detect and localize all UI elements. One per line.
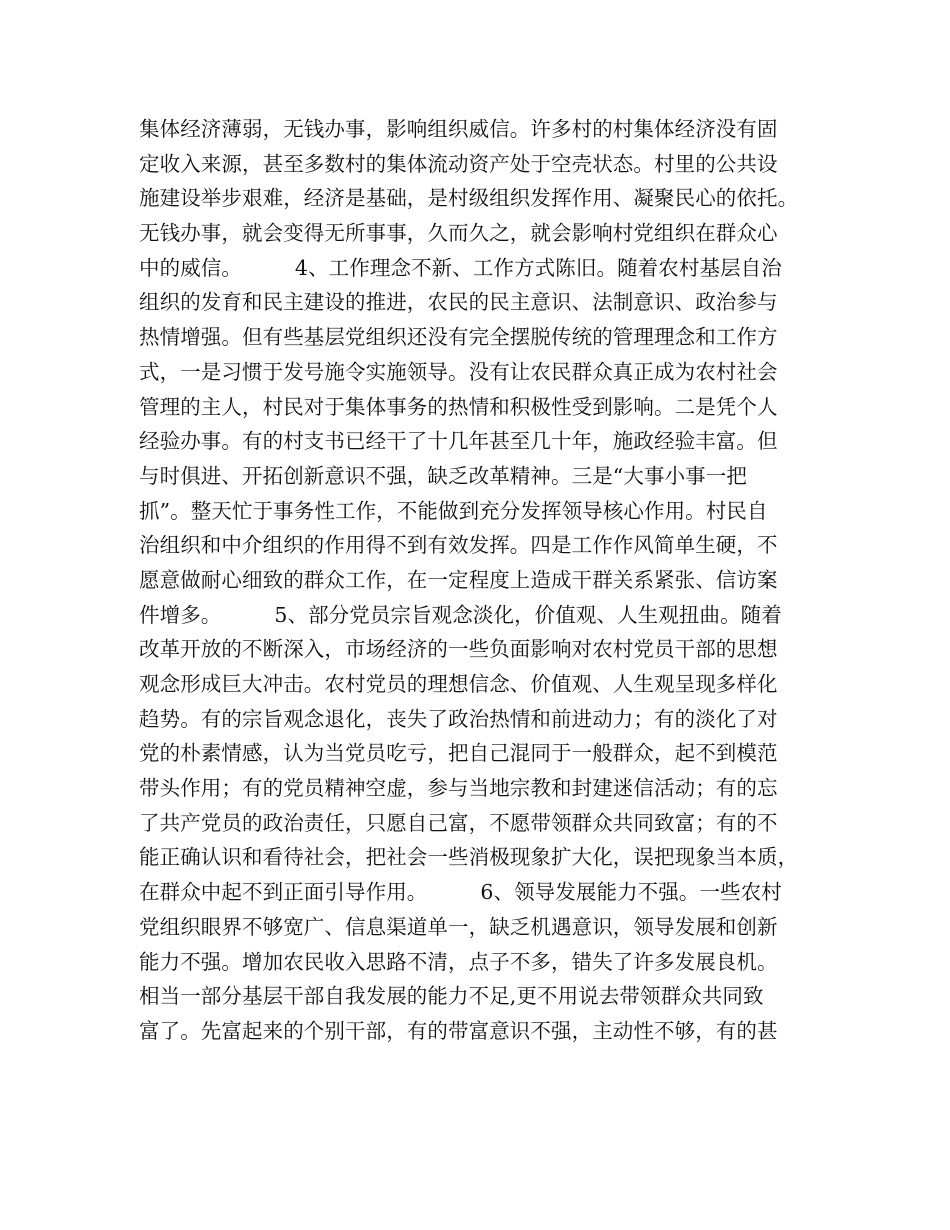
text-line: 趋势。有的宗旨观念退化，丧失了政治热情和前进动力；有的淡化了对 xyxy=(139,706,778,731)
text-line: 带头作用；有的党员精神空虚，参与当地宗教和封建迷信活动；有的忘 xyxy=(139,776,778,801)
text-line: 抓”。整天忙于事务性工作，不能做到充分发挥领导核心作用。村民自 xyxy=(139,498,768,523)
text-line: 在群众中起不到正面引导作用。 6、领导发展能力不强。一些农村 xyxy=(139,880,782,905)
text-line: 式，一是习惯于发号施令实施领导。没有让农民群众真正成为农村社会 xyxy=(139,359,778,384)
text-line: 治组织和中介组织的作用得不到有效发挥。四是工作作风简单生硬，不 xyxy=(139,533,778,558)
text-line: 相当一部分基层干部自我发展的能力不足,更不用说去带领群众共同致 xyxy=(139,984,764,1009)
text-line: 经验办事。有的村支书已经干了十几年甚至几十年，施政经验丰富。但 xyxy=(139,429,778,454)
text-line: 管理的主人，村民对于集体事务的热情和积极性受到影响。二是凭个人 xyxy=(139,394,778,419)
text-line: 中的威信。 4、工作理念不新、工作方式陈旧。随着农村基层自治 xyxy=(139,255,782,280)
text-line: 愿意做耐心细致的群众工作，在一定程度上造成干群关系紧张、信访案 xyxy=(139,567,778,592)
text-line: 热情增强。但有些基层党组织还没有完全摆脱传统的管理理念和工作方 xyxy=(139,325,778,350)
text-line: 集体经济薄弱，无钱办事，影响组织威信。许多村的村集体经济没有固 xyxy=(139,117,778,141)
text-line: 观念形成巨大冲击。农村党员的理想信念、价值观、人生观呈现多样化 xyxy=(139,672,778,696)
text-line: 党组织眼界不够宽广、信息渠道单一，缺乏机遇意识，领导发展和创新 xyxy=(139,914,778,939)
text-line: 了共产党员的政治责任，只愿自己富，不愿带领群众共同致富；有的不 xyxy=(139,810,778,835)
text-line: 定收入来源，甚至多数村的集体流动资产处于空壳状态。村里的公共设 xyxy=(139,151,778,176)
text-line: 无钱办事，就会变得无所事事，久而久之，就会影响村党组织在群众心 xyxy=(139,221,778,246)
body-text xyxy=(139,112,839,1049)
text-line: 改革开放的不断深入，市场经济的一些负面影响对农村党员干部的思想 xyxy=(139,637,778,662)
text-line: 与时俱进、开拓创新意识不强，缺乏改革精神。三是“大事小事一把 xyxy=(139,463,747,488)
text-line: 党的朴素情感，认为当党员吃亏，把自己混同于一般群众，起不到模范 xyxy=(139,741,778,766)
text-line: 能力不强。增加农民收入思路不清，点子不多，错失了许多发展良机。 xyxy=(139,949,778,974)
text-line: 能正确认识和看待社会，把社会一些消极现象扩大化，误把现象当本质， xyxy=(139,845,799,870)
text-line: 件增多。 5、部分党员宗旨观念淡化，价值观、人生观扭曲。随着 xyxy=(139,602,782,627)
text-line: 施建设举步艰难，经济是基础，是村级组织发挥作用、凝聚民心的依托。 xyxy=(139,186,799,211)
text-line: 富了。先富起来的个别干部，有的带富意识不强，主动性不够，有的甚 xyxy=(139,1018,778,1043)
text-line: 组织的发育和民主建设的推进，农民的民主意识、法制意识、政治参与 xyxy=(139,290,778,315)
